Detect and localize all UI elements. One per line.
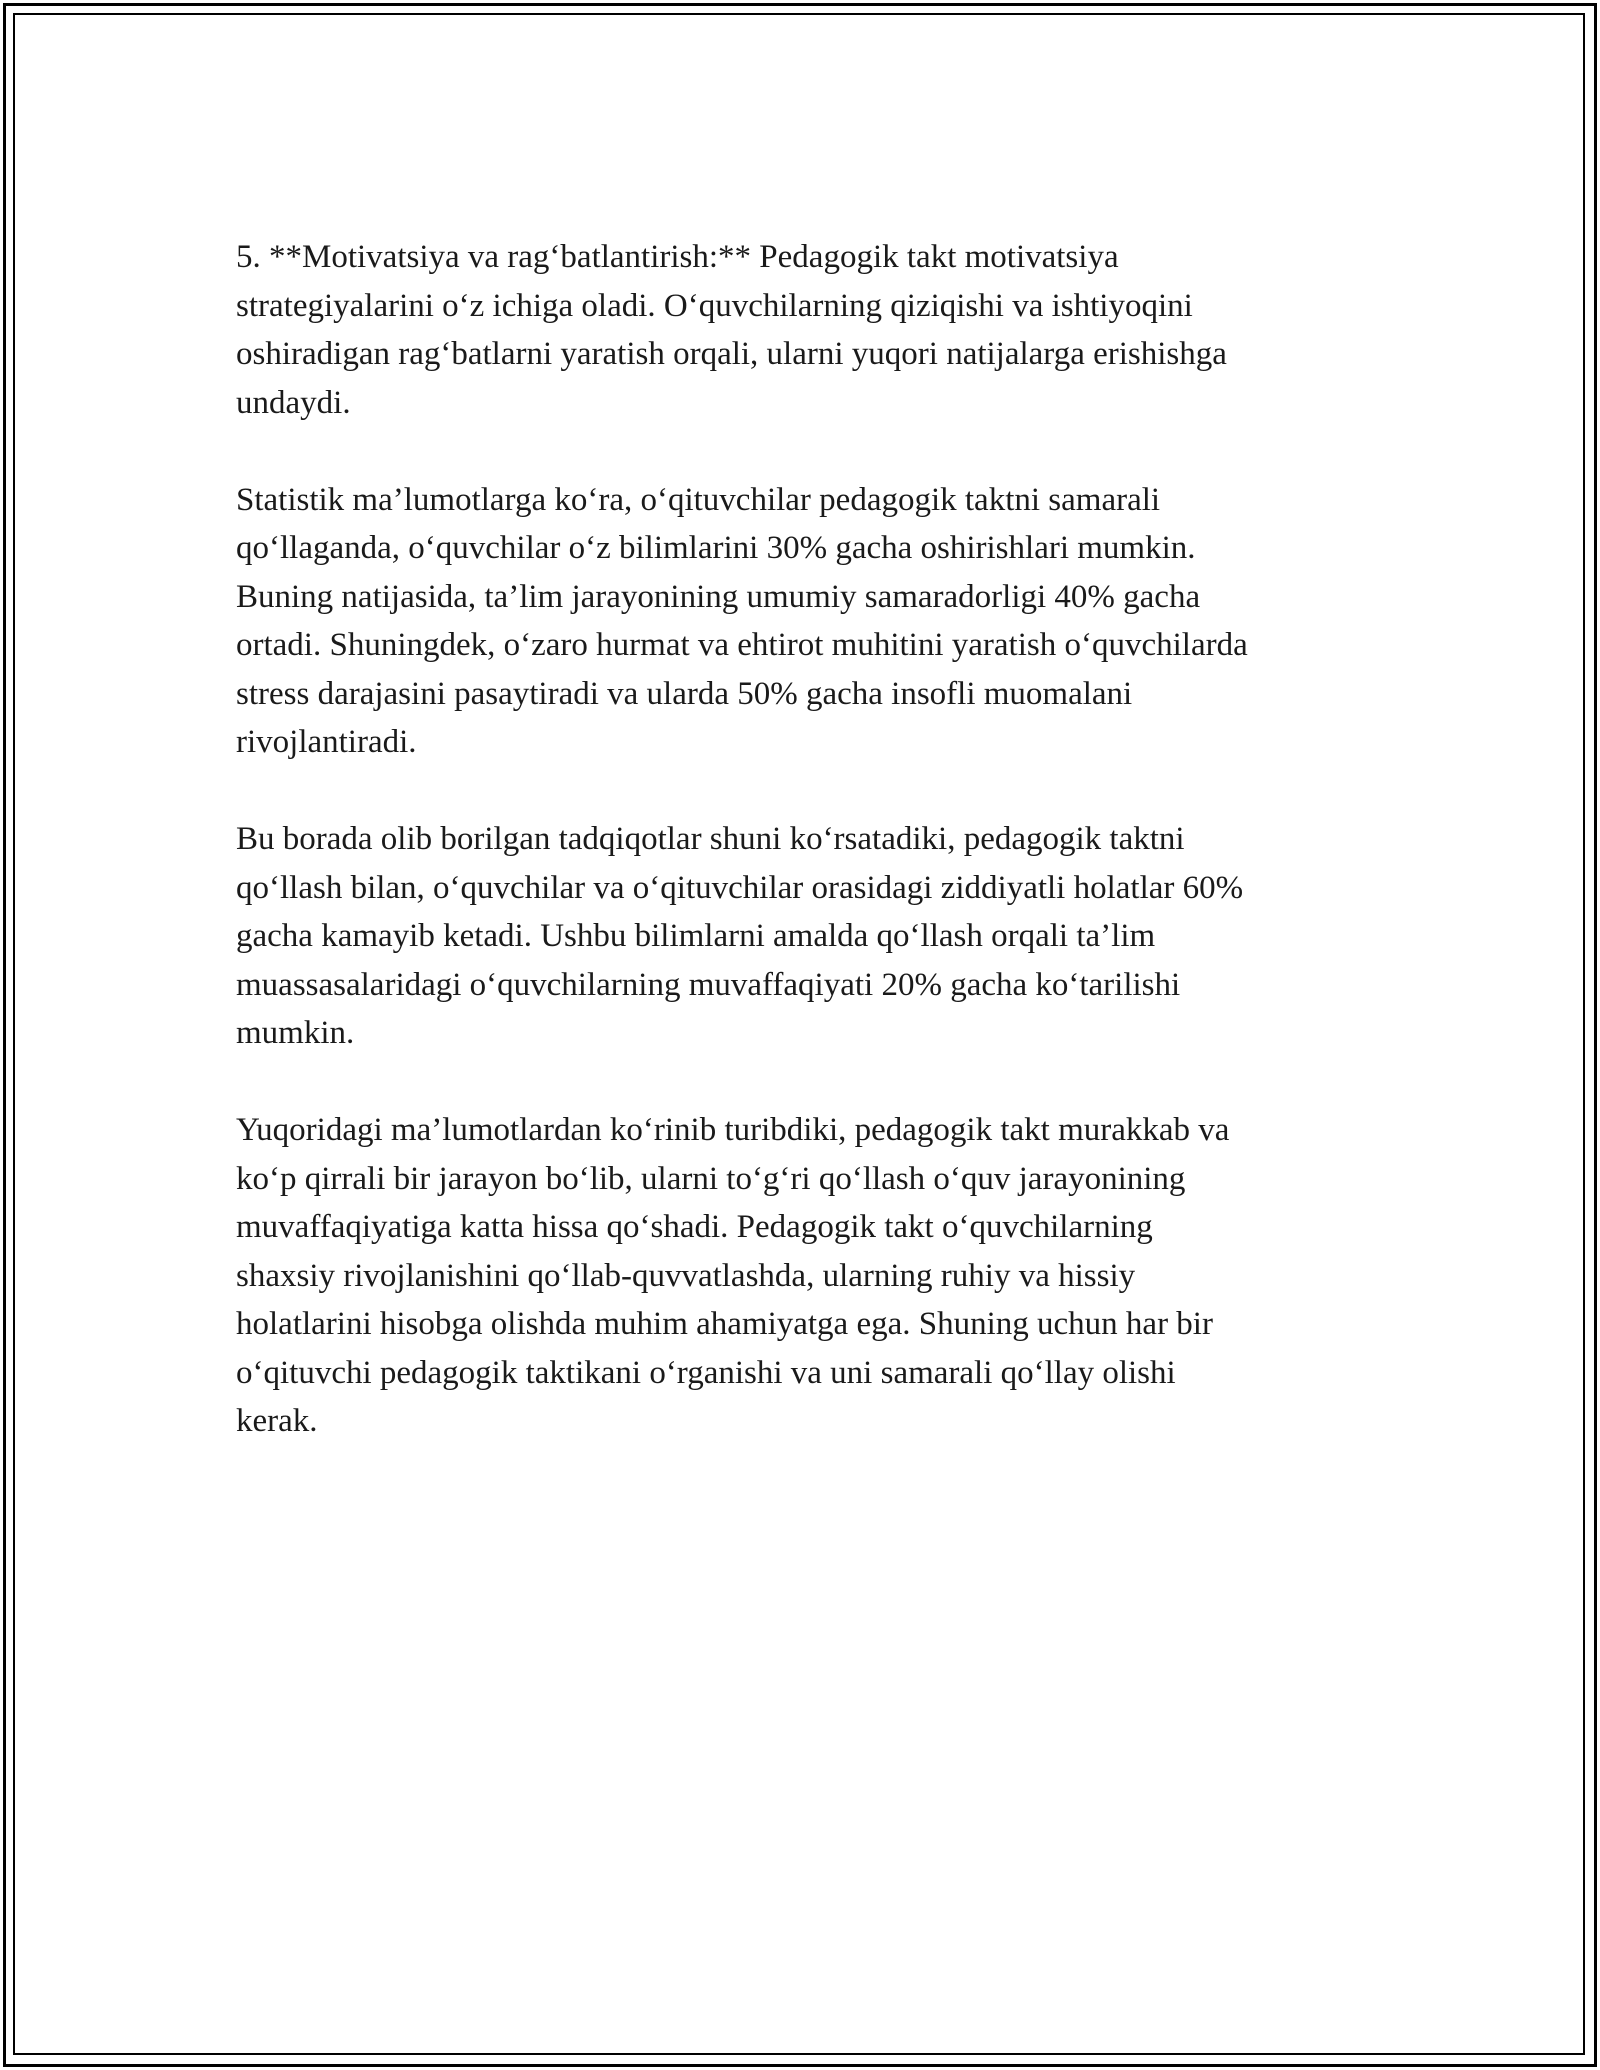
paragraph-motivation: 5. **Motivatsiya va rag‘batlantirish:** Pedagogik takt motivatsiya strategiyalarini o‘z ichiga oladi. O‘quvchilarning qiziqishi va ishtiyoqini oshiradigan rag‘batlarni yaratish orqali, ularni yuqori natijalarga erishishga undaydi. [236, 239, 1227, 421]
paragraph-research: Bu borada olib borilgan tadqiqotlar shuni ko‘rsatadiki, pedagogik taktni qo‘llash bilan, o‘quvchilar va o‘qituvchilar orasidagi ziddiyatli holatlar 60% gacha kamayib ketadi. Ushbu bilimlarni amalda qo‘llash orqali ta’lim muassasalaridagi o‘quvchilarning muvaffaqiyati 20% gacha ko‘tarilishi mumkin. [236, 821, 1244, 1051]
paragraph-conclusion: Yuqoridagi ma’lumotlardan ko‘rinib turibdiki, pedagogik takt murakkab va ko‘p qirrali bir jarayon bo‘lib, ularni to‘g‘ri qo‘llash o‘quv jarayonining muvaffaqiyatiga katta hissa qo‘shadi. Pedagogik takt o‘quvchilarning shaxsiy rivojlanishini qo‘llab-quvvatlashda, ularning ruhiy va hissiy holatlarini hisobga olishda muhim ahamiyatga ega. Shuning uchun har bir o‘qituvchi pedagogik taktikani o‘rganishi va uni samarali qo‘llay olishi kerak. [236, 1112, 1230, 1439]
document-body [236, 233, 1376, 1446]
paragraph-statistics: Statistik ma’lumotlarga ko‘ra, o‘qituvchilar pedagogik taktni samarali qo‘llaganda, o‘quvchilar o‘z bilimlarini 30% gacha oshirishlari mumkin. Buning natijasida, ta’lim jarayonining umumiy samaradorligi 40% gacha ortadi. Shuningdek, o‘zaro hurmat va ehtirot muhitini yaratish o‘quvchilarda stress darajasini pasaytiradi va ularda 50% gacha insofli muomalani rivojlantiradi. [236, 481, 1248, 760]
